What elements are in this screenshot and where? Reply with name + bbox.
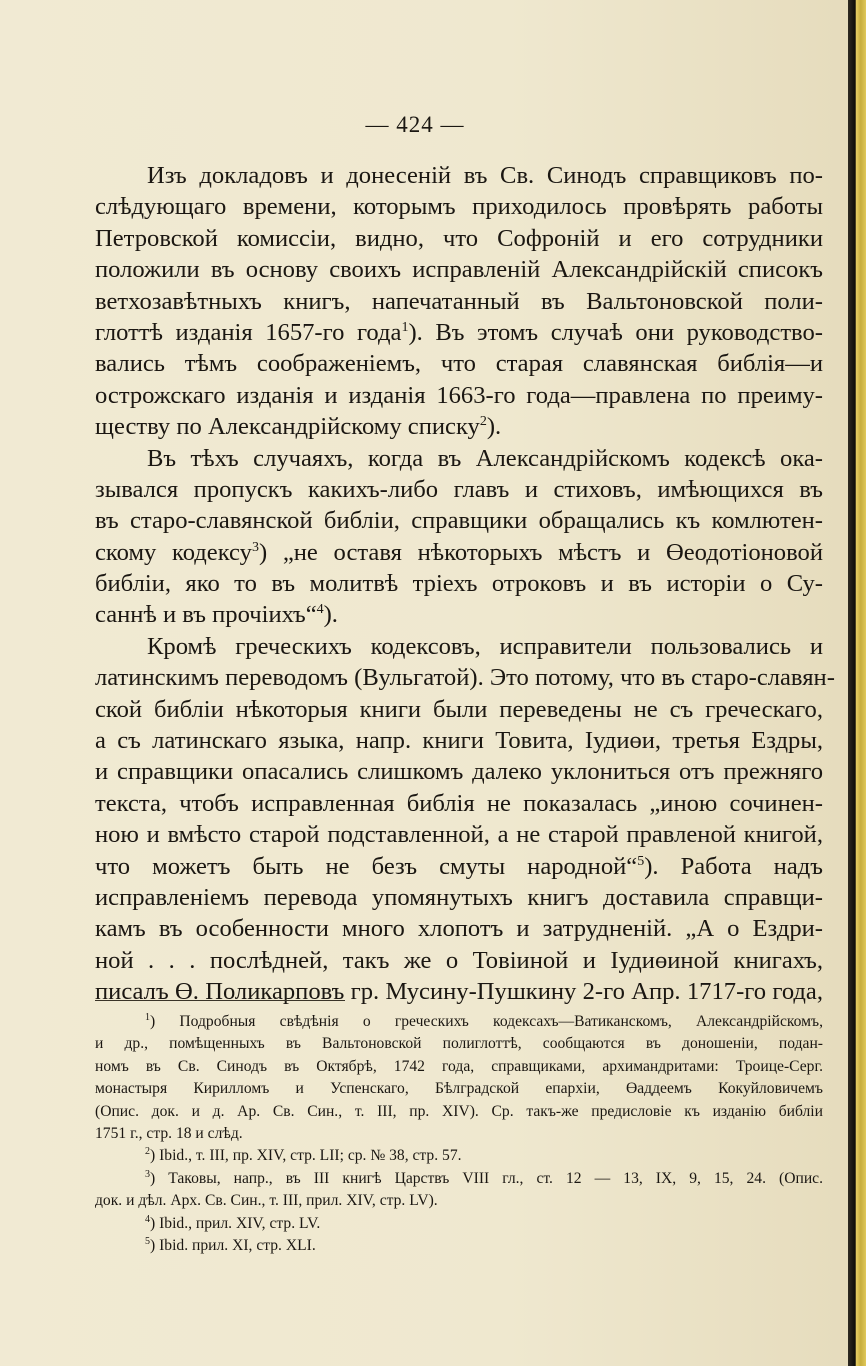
footnote-marker: 4 <box>145 1213 150 1225</box>
footnote-marker: 5 <box>145 1235 150 1247</box>
text-line <box>95 348 823 379</box>
line-text: скому кодексу <box>95 538 252 566</box>
text-line <box>95 756 823 787</box>
line-text: номъ въ Св. Синодъ въ Октябрѣ, 1742 года, справщиками, архимандритами: Троице-Серг. <box>95 1057 823 1075</box>
text-line <box>95 223 823 254</box>
text-line <box>95 191 823 222</box>
line-text-continued: ). <box>323 601 338 629</box>
line-text: (Опис. док. и д. Ар. Св. Син., т. III, пр. XIV). Ср. такъ-же предисловіе къ изданію библіи <box>95 1102 823 1120</box>
footnote-reference: 3 <box>251 539 259 555</box>
text-line <box>95 662 835 693</box>
body-text <box>95 160 835 1008</box>
line-text: острожскаго изданія и изданія 1663-го года—правлена по преиму- <box>95 381 823 409</box>
line-text: исправленіемъ перевода упомянутыхъ книгъ доставила справщи- <box>95 883 823 911</box>
footnote-line <box>95 1033 823 1055</box>
line-text: ществу по Александрійскому списку <box>95 413 480 441</box>
line-text: писалъ Ө. Поликарповъ гр. Мусину-Пушкину 2-го Апр. 1717-го года, <box>95 978 823 1006</box>
footnote-line <box>95 1213 823 1235</box>
text-line <box>95 819 823 850</box>
footnote-reference: 5 <box>637 853 645 869</box>
footnote-reference: 2 <box>479 414 487 430</box>
text-line <box>95 537 823 568</box>
text-line <box>95 474 823 505</box>
footnote-line <box>95 1056 823 1078</box>
line-text: латинскимъ переводомъ (Вульгатой). Это потому, что въ старо-славян- <box>95 664 835 692</box>
footnote-line <box>95 1123 823 1145</box>
text-line <box>95 160 823 191</box>
line-text: Въ тѣхъ случаяхъ, когда въ Александрійскомъ кодексѣ ока- <box>147 444 823 472</box>
line-text: ) Ibid., прил. XIV, стр. LV. <box>150 1214 321 1232</box>
text-line <box>95 411 823 442</box>
text-line <box>95 945 823 976</box>
footnote-reference: 4 <box>316 602 324 618</box>
line-text: ) Таковы, напр., въ III книгѣ Царствъ VIII гл., ст. 12 — 13, IX, 9, 15, 24. (Опис. <box>150 1169 823 1187</box>
line-text: положили въ основу своихъ исправленій Александрійскій списокъ <box>95 256 823 284</box>
line-text: Кромѣ греческихъ кодексовъ, исправители пользовались и <box>147 632 823 660</box>
line-text: ) Ibid. прил. XI, стр. XLI. <box>150 1236 316 1254</box>
line-text: ской библіи нѣкоторыя книги были переведены не съ греческаго, <box>95 695 823 723</box>
text-line <box>95 631 823 662</box>
text-line <box>95 568 823 599</box>
text-line <box>95 694 823 725</box>
footnote-line <box>95 1235 823 1257</box>
footnote-marker: 3 <box>145 1168 150 1180</box>
line-text: ) Подробныя свѣдѣнія о греческихъ кодексахъ—Ватиканскомъ, Александрійскомъ, <box>150 1013 823 1030</box>
footnote-line <box>95 1190 823 1212</box>
text-line <box>95 443 823 474</box>
line-text: док. и дѣл. Арх. Св. Син., т. III, прил. XIV, стр. LV). <box>95 1192 438 1210</box>
line-text-continued: ) „не оставя нѣкоторыхъ мѣстъ и Өеодотіоновой <box>258 538 823 566</box>
line-text: зывался пропускъ какихъ-либо главъ и стиховъ, имѣющихся въ <box>95 475 823 503</box>
text-line <box>95 882 823 913</box>
line-text: и др., помѣщенныхъ въ Вальтоновской полиглоттѣ, сообщаются въ доношеніи, подан- <box>95 1035 823 1053</box>
line-text: вались тѣмъ соображеніемъ, что старая славянская библія—и <box>95 350 823 378</box>
line-text-continued: ). Въ этомъ случаѣ они руководство- <box>408 318 823 346</box>
line-text: ною и вмѣсто старой подставленной, а не старой правленой книгой, <box>95 821 823 849</box>
line-text-continued: ). <box>486 413 502 441</box>
line-text: текста, чтобъ исправленная библія не показалась „иною сочинен- <box>95 789 823 817</box>
line-text: и справщики опасались слишкомъ далеко уклониться отъ прежняго <box>95 758 823 786</box>
line-text: камъ въ особенности много хлопотъ и затрудненій. „А о Ездри- <box>95 915 823 943</box>
line-text: а съ латинскаго языка, напр. книги Товита, Іудиөи, третья Ездры, <box>95 727 823 755</box>
footnote-marker: 1 <box>145 1012 150 1023</box>
text-line <box>95 725 823 756</box>
text-line <box>95 505 823 536</box>
page-edge <box>848 0 866 1366</box>
footnote-line <box>95 1078 823 1100</box>
text-line <box>95 286 823 317</box>
line-text: ной . . . послѣдней, такъ же о Товіиной и Іудиөиной книгахъ, <box>95 946 823 974</box>
text-line <box>95 599 823 630</box>
text-line <box>95 788 823 819</box>
footnotes <box>95 1011 823 1257</box>
footnote-line <box>95 1145 823 1167</box>
footnote-divider <box>95 1000 345 1001</box>
text-line <box>95 976 823 1007</box>
footnote-reference: 1 <box>401 319 409 335</box>
line-text: слѣдующаго времени, которымъ приходилось провѣрять работы <box>95 193 823 221</box>
page-number: — 424 — <box>365 112 465 137</box>
line-text: глоттѣ изданія 1657-го года <box>95 318 402 346</box>
line-text: ветхозавѣтныхъ книгъ, напечатанный въ Вальтоновской поли- <box>95 287 823 315</box>
footnote-line <box>95 1011 823 1033</box>
footnote-line <box>95 1101 823 1123</box>
text-line <box>95 851 823 882</box>
line-text: ) Ibid., т. III, пр. XIV, стр. LII; ср. № 38, стр. 57. <box>150 1147 462 1165</box>
line-text: что можетъ быть не безъ смуты народной“ <box>95 852 638 880</box>
line-text: 1751 г., стр. 18 и слѣд. <box>95 1124 243 1142</box>
line-text: библіи, яко то въ молитвѣ тріехъ отроковъ и въ исторіи о Су- <box>95 570 823 598</box>
text-line <box>95 254 823 285</box>
footnote-marker: 2 <box>145 1146 150 1158</box>
text-line <box>95 317 823 348</box>
line-text-continued: ). Работа надъ <box>644 852 823 880</box>
text-line <box>95 913 823 944</box>
line-text: саннѣ и въ прочіихъ“ <box>95 601 317 629</box>
line-text: Изъ докладовъ и донесеній въ Св. Синодъ справщиковъ по- <box>147 162 823 189</box>
line-text: монастыря Кирилломъ и Успенскаго, Бѣлградской епархіи, Өаддеемъ Кокуйловичемъ <box>95 1080 823 1098</box>
footnote-line <box>95 1168 823 1190</box>
line-text: въ старо-славянской библіи, справщики обращались къ комлютен- <box>95 507 823 535</box>
text-line <box>95 380 823 411</box>
line-text: Петровской комиссіи, видно, что Софроній и его сотрудники <box>95 224 823 252</box>
